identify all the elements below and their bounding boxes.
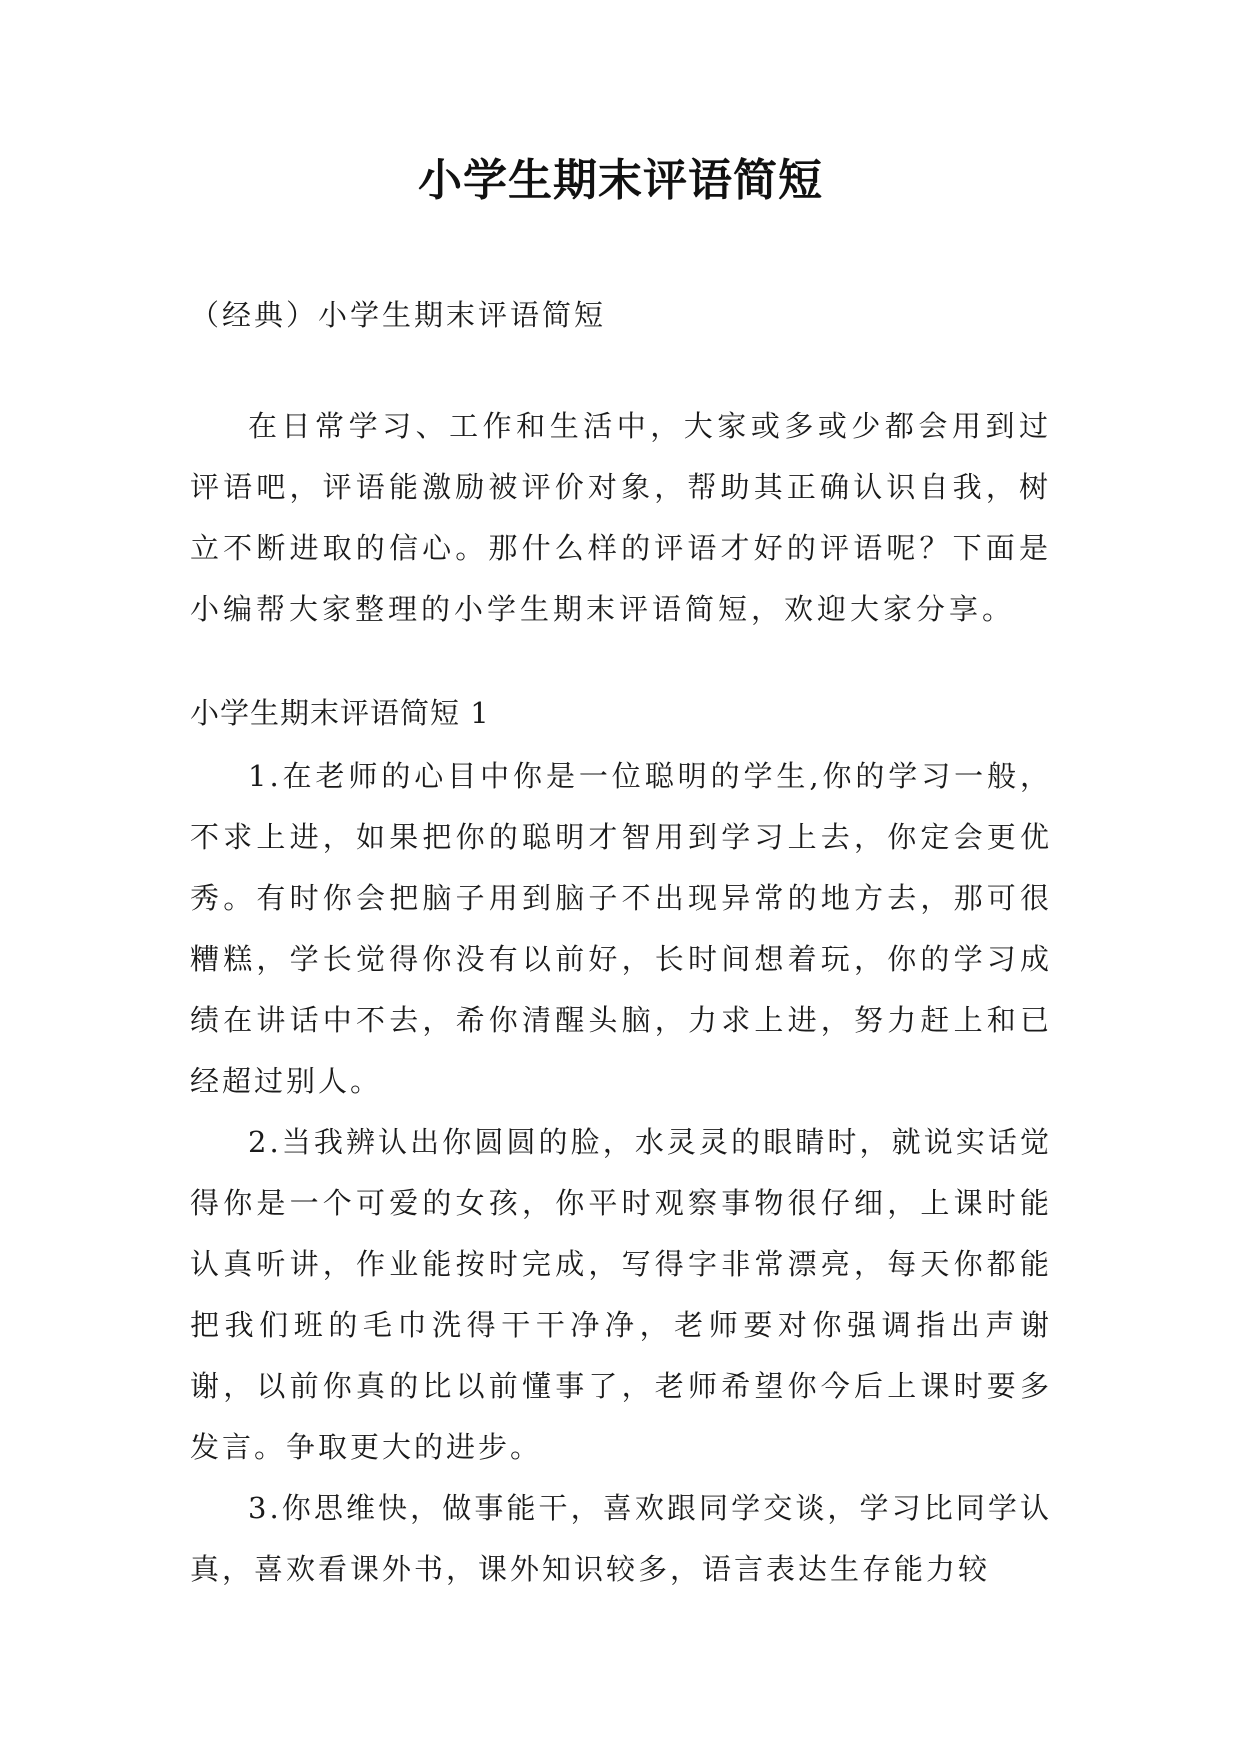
document-subtitle: （经典）小学生期末评语简短 xyxy=(190,298,607,332)
intro-paragraph: 在日常学习、工作和生活中，大家或多或少都会用到过评语吧，评语能激励被评价对象，帮助其正确认识自我，树立不断进取的信心。那什么样的评语才好的评语呢？下面是小编帮大家整理的小学生期末评语简短，欢迎大家分享。 xyxy=(190,409,1052,626)
document-body xyxy=(190,292,1052,1600)
comment-item-2: 2.当我辨认出你圆圆的脸，水灵灵的眼睛时，就说实话觉得你是一个可爱的女孩，你平时观察事物很仔细，上课时能认真听讲，作业能按时完成，写得字非常漂亮，每天你都能把我们班的毛巾洗得干干净净，老师要对你强调指出声谢谢，以前你真的比以前懂事了，老师希望你今后上课时要多发言。争取更大的进步。 xyxy=(190,1125,1052,1464)
section-heading: 小学生期末评语简短 1 xyxy=(190,696,490,730)
comment-item-1: 1.在老师的心目中你是一位聪明的学生,你的学习一般，不求上进，如果把你的聪明才智用到学习上去，你定会更优秀。有时你会把脑子用到脑子不出现异常的地方去，那可很糟糕，学长觉得你没有以前好，长时间想着玩，你的学习成绩在讲话中不去，希你清醒头脑，力求上进，努力赶上和已经超过别人。 xyxy=(190,759,1052,1098)
comment-item-3: 3.你思维快，做事能干，喜欢跟同学交谈，学习比同学认真，喜欢看课外书，课外知识较多，语言表达生存能力较 xyxy=(190,1491,1052,1586)
document-title: 小学生期末评语简短 xyxy=(418,155,823,206)
